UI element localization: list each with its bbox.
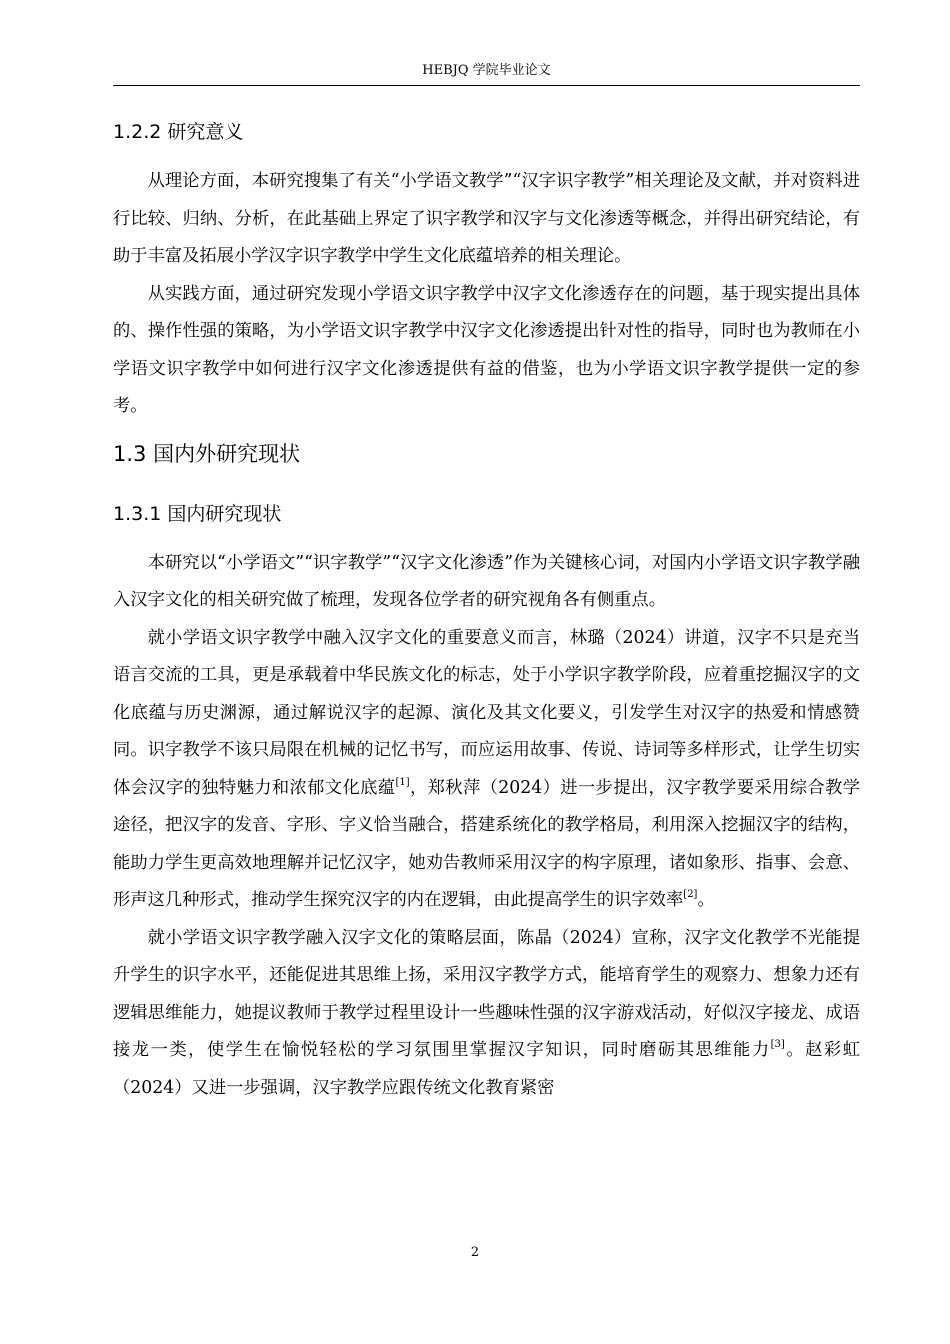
citation-2: [2] [683, 889, 698, 900]
paragraph-strategy [113, 920, 860, 1108]
paragraph-significance-text-3: 。 [697, 890, 715, 910]
paragraph-theory: 从理论方面，本研究搜集了有关“小学语文教学”“汉字识字教学”相关理论及文献，并对资料进行比较、归纳、分析，在此基础上界定了识字教学和汉字与文化渗透等概念，并得出研究结论，有助于丰富及拓展小学汉字识字教学中学生文化底蕴培养的相关理论。 [113, 171, 860, 266]
paragraph-strategy-text-2: 。赵彩虹（2024）又进一步强调，汉字教学应跟传统文化教育紧密 [113, 1040, 860, 1098]
running-header: HEBJQ 学院毕业论文 [422, 63, 551, 78]
header-rule [113, 85, 860, 86]
citation-3: [3] [770, 1039, 785, 1050]
paragraph-practice: 从实践方面，通过研究发现小学语文识字教学中汉字文化渗透存在的问题，基于现实提出具体的、操作性强的策略，为小学语文识字教学中汉字文化渗透提出针对性的指导，同时也为教师在小学语文识字教学中如何进行汉字文化渗透提供有益的借鉴，也为小学语文识字教学提供一定的参考。 [113, 283, 860, 416]
paragraph-significance [113, 620, 860, 920]
page-number: 2 [470, 1245, 480, 1260]
page-content [113, 120, 860, 1107]
paragraph-significance-text-1: 就小学语文识字教学中融入汉字文化的重要意义而言，林璐（2024）讲道，汉字不只是充当语言交流的工具，更是承载着中华民族文化的标志，处于小学识字教学阶段，应着重挖掘汉字的文化底蕴与历史渊源，通过解说汉字的起源、演化及其文化要义，引发学生对汉字的热爱和情感赞同。识字教学不该只局限在机械的记忆书写，而应运用故事、传说、诗词等多样形式，让学生切实体会汉字的独特魅力和浓郁文化底蕴 [113, 627, 860, 798]
paragraph-strategy-text-1: 就小学语文识字教学融入汉字文化的策略层面，陈晶（2024）宣称，汉字文化教学不光能提升学生的识字水平，还能促进其思维上扬，采用汉字教学方式，能培育学生的观察力、想象力还有逻辑思维能力，她提议教师于教学过程里设计一些趣味性强的汉字游戏活动，好似汉字接龙、成语接龙一类，使学生在愉悦轻松的学习氛围里掌握汉字知识，同时磨砺其思维能力 [113, 927, 860, 1060]
heading-1-3-1: 1.3.1 国内研究现状 [113, 502, 282, 525]
paragraph-keywords: 本研究以“小学语文”“识字教学”“汉字文化渗透”作为关键核心词，对国内小学语文识字教学融入汉字文化的相关研究做了梳理，发现各位学者的研究视角各有侧重点。 [113, 552, 860, 610]
paragraph-significance-text-2: ，郑秋萍（2024）进一步提出，汉字教学要采用综合教学途径，把汉字的发音、字形、字义恰当融合，搭建系统化的教学格局，利用深入挖掘汉字的结构，能助力学生更高效地理解并记忆汉字，她劝告教师采用汉字的构字原理，诸如象形、指事、会意、形声这几种形式，推动学生探究汉字的内在逻辑，由此提高学生的识字效率 [113, 777, 860, 910]
heading-1-3: 1.3 国内外研究现状 [113, 441, 301, 466]
heading-1-2-2: 1.2.2 研究意义 [113, 121, 244, 143]
citation-1: [1] [395, 776, 410, 788]
